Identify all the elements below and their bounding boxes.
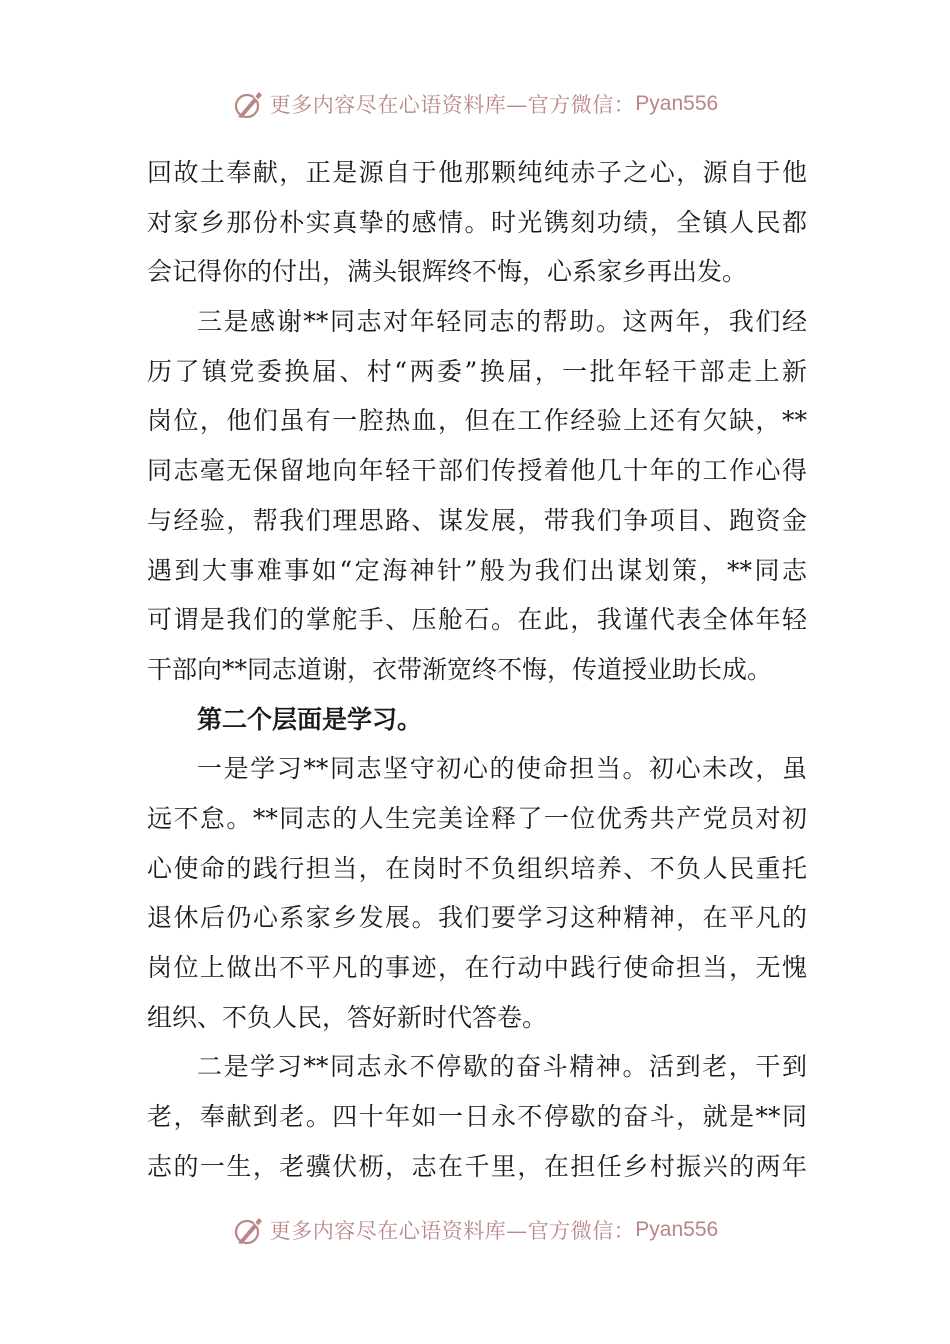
text-line: 遇到大事难事如“定海神针”般为我们出谋划策，**同志 xyxy=(147,555,807,585)
text-line: 可谓是我们的掌舵手、压舱石。在此，我谨代表全体年轻 xyxy=(147,605,807,635)
quill-pen-logo-icon xyxy=(232,87,266,121)
text-line: 退休后仍心系家乡发展。我们要学习这种精神，在平凡的 xyxy=(147,903,807,933)
text-line: 同志毫无保留地向年轻干部们传授着他几十年的工作心得 xyxy=(147,456,807,486)
text-line: 一是学习**同志坚守初心的使命担当。初心未改，虽 xyxy=(197,754,807,784)
document-body xyxy=(147,148,807,1191)
text-line: 岗位，他们虽有一腔热血，但在工作经验上还有欠缺，** xyxy=(147,406,807,436)
text-line: 志的一生，老骥伏枥，志在千里，在担任乡村振兴的两年 xyxy=(147,1151,807,1181)
text-line: 远不怠。**同志的人生完美诠释了一位优秀共产党员对初 xyxy=(147,803,807,833)
quill-pen-logo-icon xyxy=(232,1213,266,1247)
text-line: 三是感谢**同志对年轻同志的帮助。这两年，我们经 xyxy=(197,307,807,337)
text-line: 干部向**同志道谢，衣带渐宽终不悔，传道授业助长成。 xyxy=(147,654,773,684)
text-line: 二是学习**同志永不停歇的奋斗精神。活到老，干到 xyxy=(197,1052,807,1082)
text-line: 会记得你的付出，满头银辉终不悔，心系家乡再出发。 xyxy=(147,257,748,287)
text-line: 与经验，帮我们理思路、谋发展，带我们争项目、跑资金 xyxy=(147,505,807,535)
banner-text: 更多内容尽在心语资料库—官方微信： xyxy=(269,93,636,117)
text-line: 对家乡那份朴实真挚的感情。时光镌刻功绩，全镇人民都 xyxy=(147,207,807,237)
text-line: 回故土奉献，正是源自于他那颗纯纯赤子之心，源自于他 xyxy=(147,158,807,187)
banner-wechat-id: Pyan556 xyxy=(635,92,719,115)
text-line: 岗位上做出不平凡的事迹，在行动中践行使命担当，无愧 xyxy=(147,953,807,982)
banner-text: 更多内容尽在心语资料库—官方微信： xyxy=(269,1219,636,1243)
banner-wechat-id: Pyan556 xyxy=(635,1218,719,1241)
text-line: 老，奉献到老。四十年如一日永不停歇的奋斗，就是**同 xyxy=(147,1102,807,1132)
footer-watermark-banner xyxy=(0,1212,950,1248)
section-heading: 第二个层面是学习。 xyxy=(197,704,423,734)
header-watermark-banner xyxy=(0,86,950,122)
text-line: 心使命的践行担当，在岗时不负组织培养、不负人民重托 xyxy=(147,853,807,883)
text-line: 历了镇党委换届、村“两委”换届，一批年轻干部走上新 xyxy=(147,356,807,386)
text-line: 组织、不负人民，答好新时代答卷。 xyxy=(147,1002,548,1032)
